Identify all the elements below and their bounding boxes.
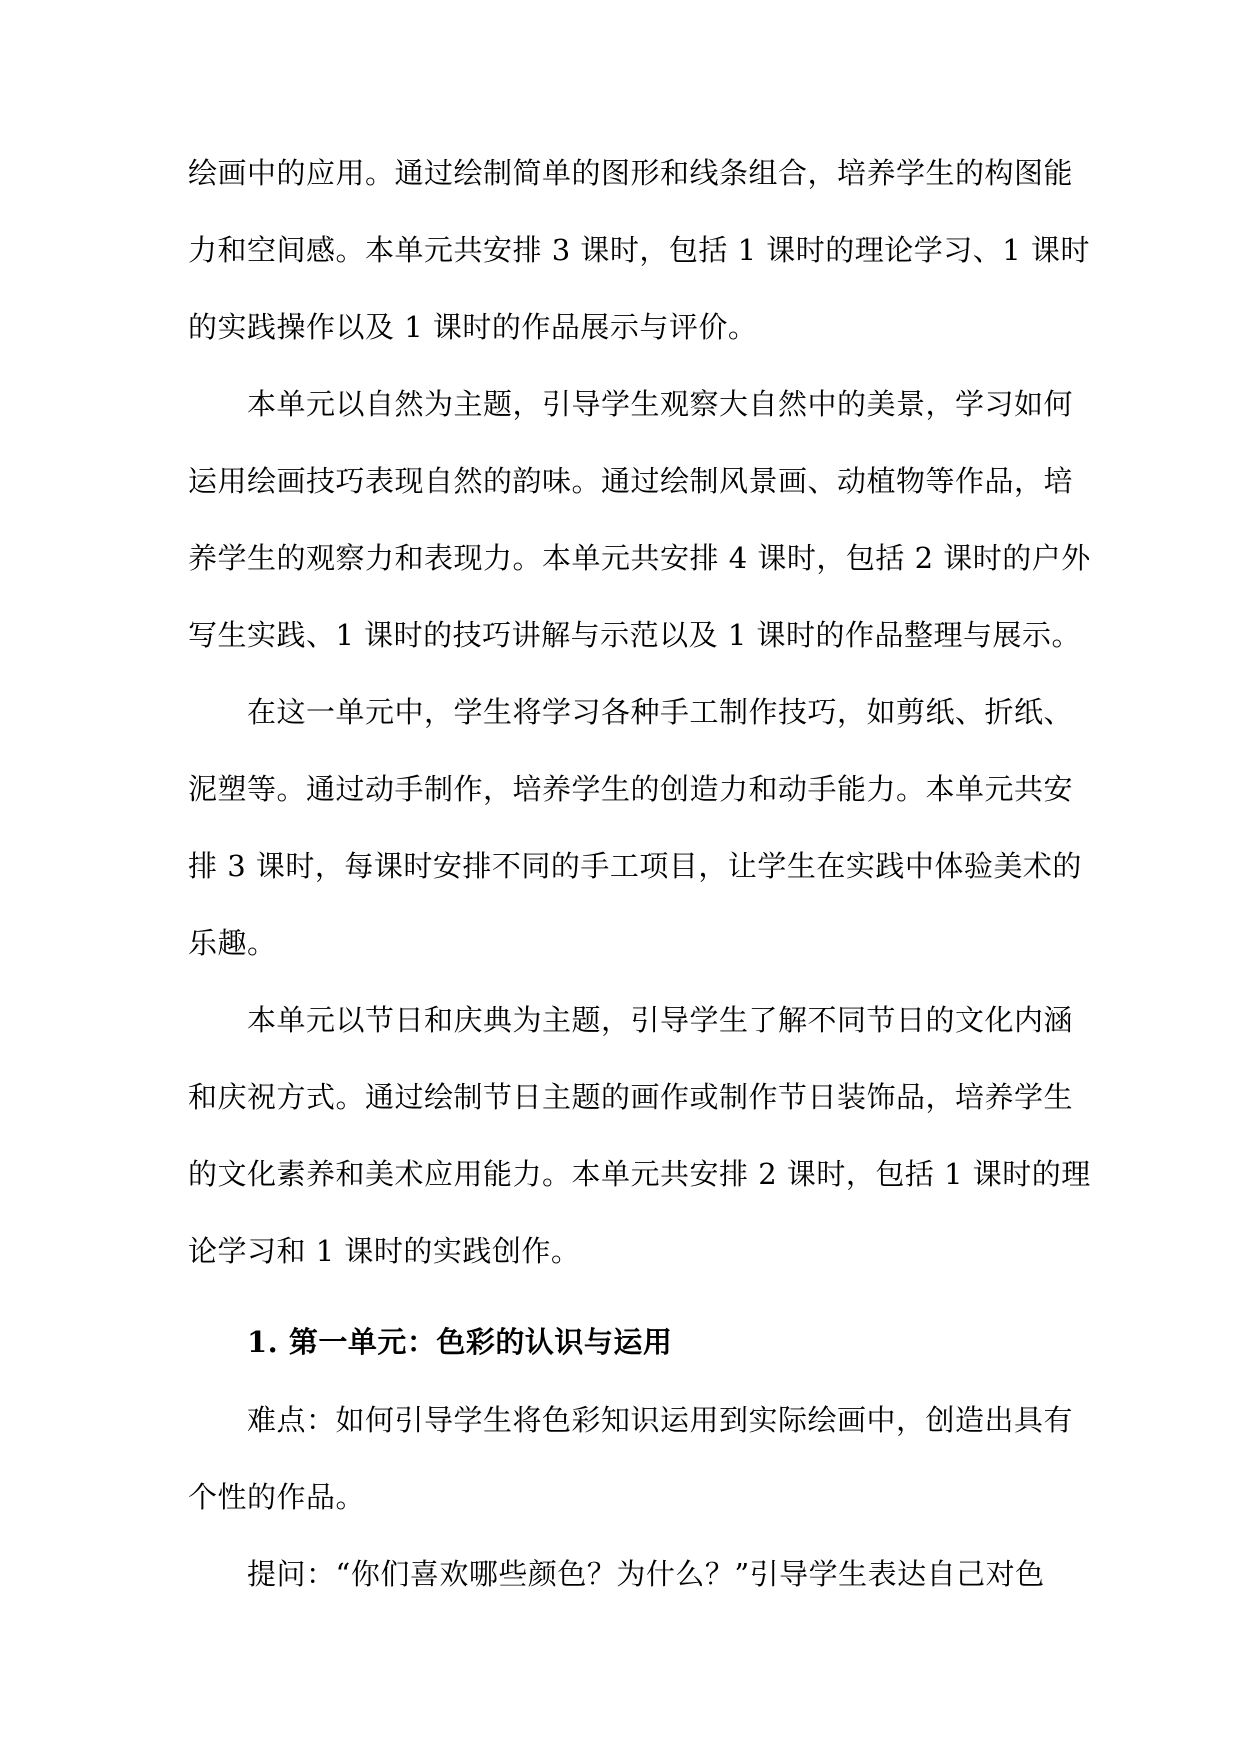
text-line: 和庆祝方式。通过绘制节日主题的画作或制作节日装饰品，培养学生 bbox=[188, 1080, 1074, 1114]
text-line: 提问：“你们喜欢哪些颜色？为什么？”引导学生表达自己对色 bbox=[247, 1557, 1045, 1591]
text-line: 的文化素养和美术应用能力。本单元共安排 2 课时，包括 1 课时的理 bbox=[188, 1157, 1091, 1191]
text-line: 乐趣。 bbox=[188, 926, 277, 960]
text-line: 在这一单元中，学生将学习各种手工制作技巧，如剪纸、折纸、 bbox=[247, 695, 1074, 729]
section-heading: 1. 第一单元：色彩的认识与运用 bbox=[247, 1325, 673, 1359]
text-line: 绘画中的应用。通过绘制简单的图形和线条组合，培养学生的构图能 bbox=[188, 156, 1074, 190]
text-line: 泥塑等。通过动手制作，培养学生的创造力和动手能力。本单元共安 bbox=[188, 772, 1074, 806]
text-line: 难点：如何引导学生将色彩知识运用到实际绘画中，创造出具有 bbox=[247, 1403, 1074, 1437]
text-line: 写生实践、1 课时的技巧讲解与示范以及 1 课时的作品整理与展示。 bbox=[188, 618, 1082, 652]
text-line: 力和空间感。本单元共安排 3 课时，包括 1 课时的理论学习、1 课时 bbox=[188, 233, 1090, 267]
text-line: 养学生的观察力和表现力。本单元共安排 4 课时，包括 2 课时的户外 bbox=[188, 541, 1091, 575]
text-line: 排 3 课时，每课时安排不同的手工项目，让学生在实践中体验美术的 bbox=[188, 849, 1082, 883]
text-line: 的实践操作以及 1 课时的作品展示与评价。 bbox=[188, 310, 758, 344]
text-line: 本单元以自然为主题，引导学生观察大自然中的美景，学习如何 bbox=[247, 387, 1074, 421]
text-line: 本单元以节日和庆典为主题，引导学生了解不同节日的文化内涵 bbox=[247, 1003, 1074, 1037]
text-line: 运用绘画技巧表现自然的韵味。通过绘制风景画、动植物等作品，培 bbox=[188, 464, 1074, 498]
text-line: 个性的作品。 bbox=[188, 1480, 366, 1514]
text-line: 论学习和 1 课时的实践创作。 bbox=[188, 1234, 581, 1268]
